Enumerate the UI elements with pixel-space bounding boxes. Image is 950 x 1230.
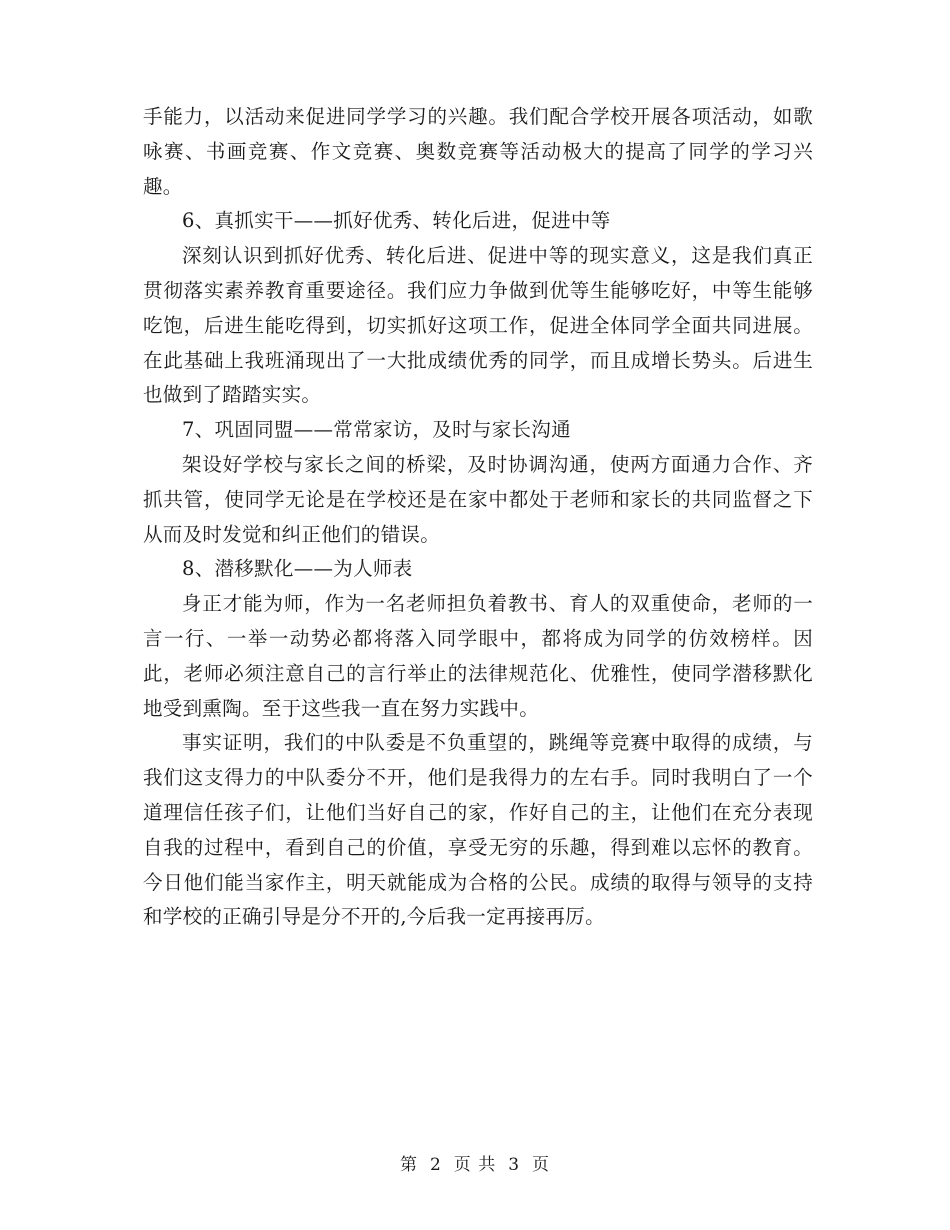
paragraph-section-7: 架设好学校与家长之间的桥梁，及时协调沟通，使两方面通力合作、齐抓共管，使同学无论是在学校还是在家中都处于老师和家长的共同监督之下从而及时发觉和纠正他们的错误。 <box>143 452 813 546</box>
paragraph-conclusion: 事实证明，我们的中队委是不负重望的，跳绳等竞赛中取得的成绩，与我们这支得力的中队委分不开，他们是我得力的左右手。同时我明白了一个道理信任孩子们，让他们当好自己的家，作好自己的主，让他们在充分表现自我的过程中，看到自己的价值，享受无穷的乐趣，得到难以忘怀的教育。今日他们能当家作主，明天就能成为合格的公民。成绩的取得与领导的支持和学校的正确引导是分不开的,今后我一定再接再厉。 <box>143 731 813 929</box>
section-heading-7: 7、巩固同盟——常常家访，及时与家长沟通 <box>182 418 571 442</box>
footer-total-pages: 3 <box>508 1155 521 1175</box>
footer-prefix: 第 <box>399 1155 418 1175</box>
section-heading-6: 6、真抓实干——抓好优秀、转化后进，促进中等 <box>182 209 611 233</box>
page-footer <box>0 1150 950 1175</box>
paragraph-section-8: 身正才能为师，作为一名老师担负着教书、育人的双重使命，老师的一言一行、一举一动势必都将落入同学眼中，都将成为同学的仿效榜样。因此，老师必须注意自己的言行举止的法律规范化、优雅性，使同学潜移默化地受到熏陶。至于这些我一直在努力实践中。 <box>143 592 813 720</box>
document-body <box>143 100 813 935</box>
paragraph-section-6: 深刻认识到抓好优秀、转化后进、促进中等的现实意义，这是我们真正贯彻落实素养教育重要途径。我们应力争做到优等生能够吃好，中等生能够吃饱，后进生能吃得到，切实抓好这项工作，促进全体同学全面共同进展。在此基础上我班涌现出了一大批成绩优秀的同学，而且成增长势头。后进生也做到了踏踏实实。 <box>143 244 813 407</box>
footer-suffix: 页 <box>532 1155 551 1175</box>
paragraph-activities: 手能力，以活动来促进同学学习的兴趣。我们配合学校开展各项活动，如歌咏赛、书画竞赛、作文竞赛、奥数竞赛等活动极大的提高了同学的学习兴趣。 <box>143 105 813 198</box>
footer-middle: 页 共 <box>453 1155 497 1175</box>
footer-current-page: 2 <box>429 1155 442 1175</box>
section-heading-8: 8、潜移默化——为人师表 <box>182 557 413 581</box>
